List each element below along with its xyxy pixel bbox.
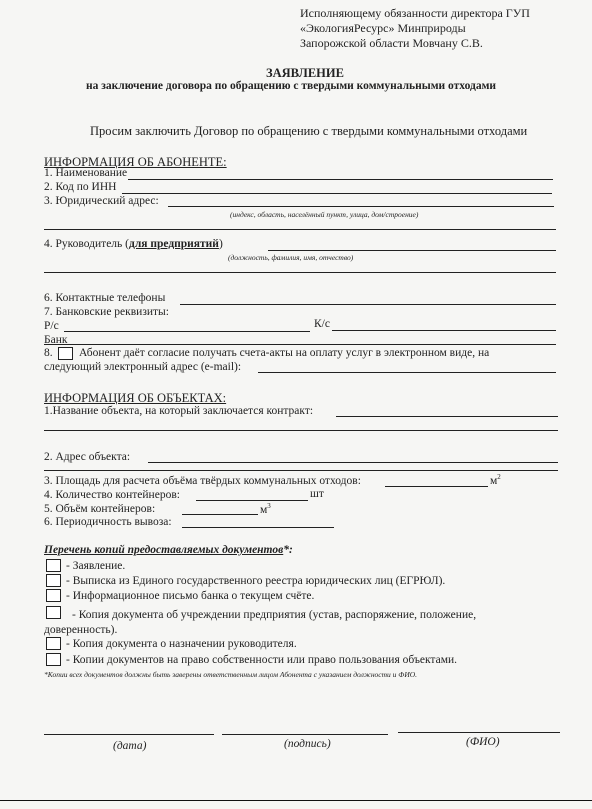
consent-number: 8. [44,347,53,359]
field-bank-line[interactable] [44,344,556,345]
field-ks-label: К/с [314,318,330,330]
field-address-label: 3. Юридический адрес: [44,195,159,207]
field-bank-details-label: 7. Банковские реквизиты: [44,306,169,318]
field-ks-line[interactable] [332,330,556,331]
field-phones-line[interactable] [180,304,556,305]
doc-checkbox-4[interactable] [46,606,61,619]
field-period-line[interactable] [182,527,334,528]
field-object-address-line[interactable] [148,462,558,463]
field-head-hint: (должность, фамилия, имя, отчество) [228,253,354,262]
doc-item-1: - Заявление. [66,560,126,572]
docs-note: *Копии всех документов должны быть заверены ответственным лицом Абонента с указанием должности и ФИО. [44,670,418,679]
field-volume-label: 5. Объём контейнеров: [44,503,156,515]
document-subtitle: на заключение договора по обращению с твердыми коммунальными отходами [86,80,497,92]
field-area-label: 3. Площадь для расчета объёма твёрдых коммунальных отходов: [44,475,361,487]
field-area-line[interactable] [385,486,488,487]
field-period-label: 6. Периодичность вывоза: [44,516,172,528]
doc-item-4: - Копия документа об учреждении предприятия (устав, распоряжение, положение, [72,609,477,621]
section-subscriber-heading: ИНФОРМАЦИЯ ОБ АБОНЕНТЕ: [44,155,227,169]
field-object-name-line-2[interactable] [44,430,558,431]
addressee-line-3: Запорожской области Мовчану С.В. [300,36,483,50]
date-caption: (дата) [113,740,147,752]
field-inn-label: 2. Код по ИНН [44,181,117,193]
field-containers-unit: шт [310,488,324,500]
field-address-line-2[interactable] [44,229,556,230]
field-head-line[interactable] [268,250,556,251]
signature-caption: (подпись) [284,738,331,750]
doc-item-4-continued: доверенность). [44,624,118,636]
consent-text-1: Абонент даёт согласие получать счета-акты на оплату услуг в электронном виде, на [79,347,490,359]
document-title: ЗАЯВЛЕНИЕ [266,66,344,80]
doc-checkbox-1[interactable] [46,559,61,572]
field-name-line[interactable] [128,179,553,180]
field-volume-unit: $м^3$ [260,502,271,516]
field-object-name-label: 1.Название объекта, на который заключается контракт: [44,405,314,417]
scan-bottom-edge [0,800,592,801]
fio-line[interactable] [398,732,560,733]
field-head-label: 4. Руководитель (для предприятий) [44,238,223,250]
field-address-hint: (индекс, область, населённый пункт, улица, дом/строение) [230,210,419,219]
signature-line[interactable] [222,734,388,735]
field-address-line[interactable] [168,206,554,207]
doc-checkbox-3[interactable] [46,589,61,602]
doc-item-3: - Информационное письмо банка о текущем счёте. [66,590,315,602]
docs-heading: Перечень копий предоставляемых документов*: [44,544,293,556]
email-line[interactable] [258,372,556,373]
field-object-name-line[interactable] [336,416,558,417]
field-rs-label: Р/с [44,320,59,332]
date-line[interactable] [44,734,214,735]
request-text: Просим заключить Договор по обращению с твердыми коммунальными отходами [90,124,528,138]
addressee-line-1: Исполняющему обязанности директора ГУП [300,6,530,20]
field-rs-line[interactable] [64,331,310,332]
fio-caption: (ФИО) [466,736,500,748]
addressee-line-2: «ЭкологияРесурс» Минприроды [300,21,466,35]
field-phones-label: 6. Контактные телефоны [44,292,166,304]
consent-checkbox[interactable] [58,347,73,360]
field-area-unit: $м^2$ [490,473,501,487]
field-inn-line[interactable] [122,193,552,194]
doc-item-6: - Копии документов на право собственности или право пользования объектами. [66,654,458,666]
consent-text-2: следующий электронный адрес (e-mail): [44,361,242,373]
field-name-label: 1. Наименование [44,167,128,179]
doc-checkbox-2[interactable] [46,574,61,587]
field-volume-line[interactable] [182,514,258,515]
field-containers-line[interactable] [196,500,308,501]
field-object-address-line-2[interactable] [44,470,558,471]
doc-item-5: - Копия документа о назначении руководителя. [66,638,297,650]
field-head-line-2[interactable] [44,272,556,273]
section-objects-heading: ИНФОРМАЦИЯ ОБ ОБЪЕКТАХ: [44,391,227,405]
doc-item-2: - Выписка из Единого государственного реестра юридических лиц (ЕГРЮЛ). [66,575,446,587]
field-bank-label: Банк [44,334,68,346]
field-object-address-label: 2. Адрес объекта: [44,451,131,463]
field-containers-label: 4. Количество контейнеров: [44,489,180,501]
doc-checkbox-6[interactable] [46,653,61,666]
doc-checkbox-5[interactable] [46,637,61,650]
